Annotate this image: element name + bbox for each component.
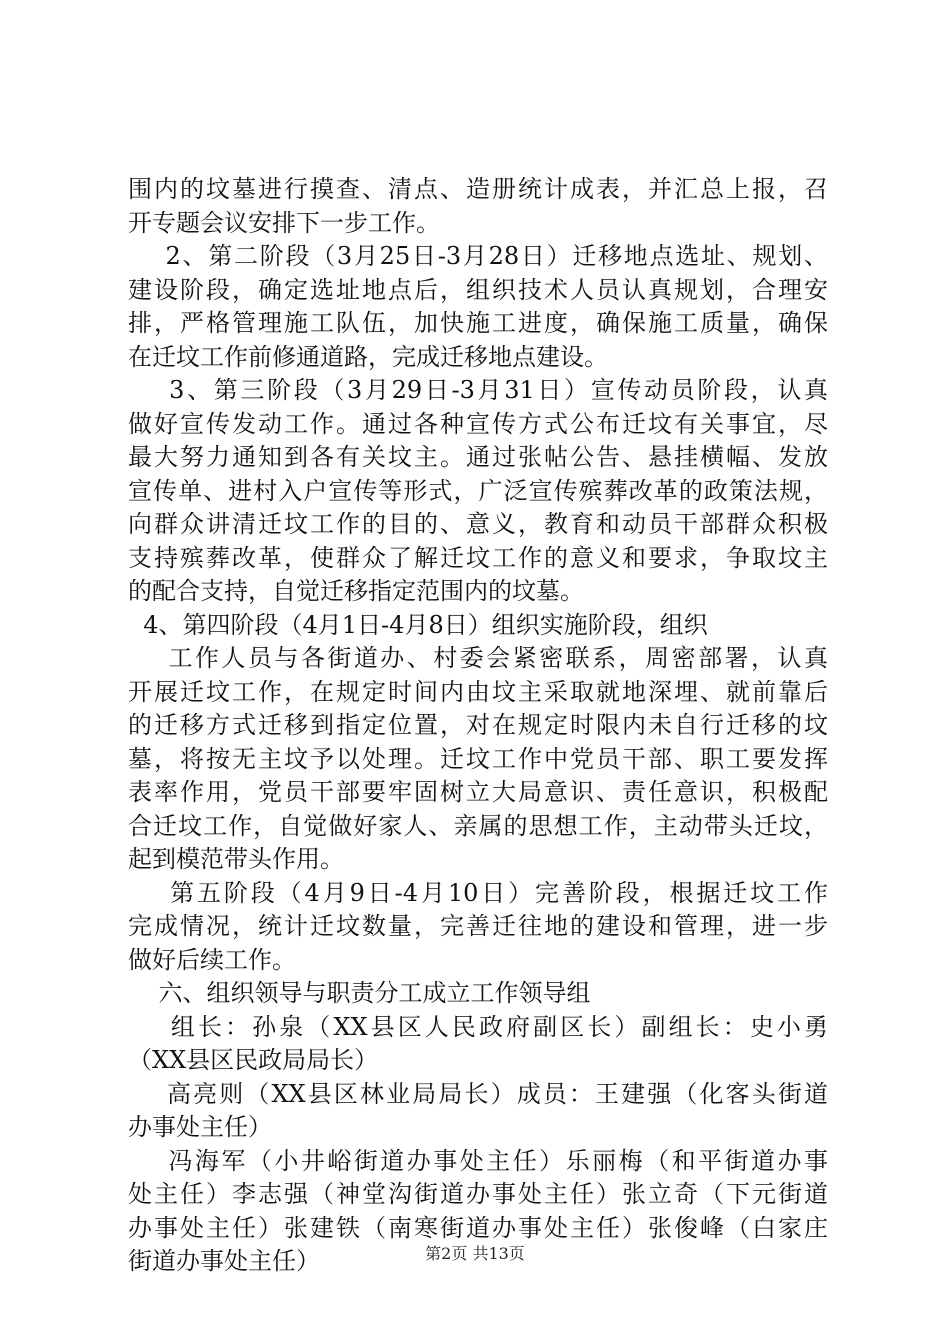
text-line: 建设阶段，确定选址地点后，组织技术人员认真规划，合理安: [128, 275, 828, 304]
text-line: 4、第四阶段（4月1日-4月8日）组织实施阶段，组织: [128, 610, 708, 639]
text-line: 工作人员与各街道办、村委会紧密联系，周密部署，认真: [128, 644, 828, 672]
text-line: 做好宣传发动工作。通过各种宣传方式公布迁坟有关事宜，尽: [128, 409, 828, 438]
text-line: 起到模范带头作用。: [128, 845, 344, 873]
section-heading: 六、组织领导与职责分工成立工作领导组: [128, 979, 591, 1007]
text-line: 办事处主任）: [128, 1113, 272, 1141]
text-line: 在迁坟工作前修通道路，完成迁移地点建设。: [128, 342, 608, 371]
text-line: 表率作用，党员干部要牢固树立大局意识、责任意识，积极配: [128, 778, 828, 806]
text-line: 处主任）李志强（神堂沟街道办事处主任）张立奇（下元街道: [128, 1180, 828, 1208]
text-line: 第五阶段（4月9日-4月10日）完善阶段，根据迁坟工作: [128, 878, 828, 907]
text-line: 宣传单、进村入户宣传等形式，广泛宣传殡葬改革的政策法规，: [128, 476, 828, 505]
text-line: 高亮则（XX县区林业局局长）成员：王建强（化客头街道: [128, 1079, 828, 1108]
text-line: 冯海军（小井峪街道办事处主任）乐丽梅（和平街道办事: [128, 1146, 828, 1175]
page-footer: 第2页 共13页: [425, 1244, 525, 1263]
text-line: 向群众讲清迁坟工作的目的、意义，教育和动员干部群众积极: [128, 510, 828, 538]
text-line: 墓，将按无主坟予以处理。迁坟工作中党员干部、职工要发挥: [128, 744, 828, 773]
text-line: 围内的坟墓进行摸查、清点、造册统计成表，并汇总上报，召: [128, 175, 828, 203]
text-line: 街道办事处主任）: [128, 1247, 320, 1275]
text-line: 的迁移方式迁移到指定位置，对在规定时限内未自行迁移的坟: [128, 711, 828, 739]
text-line: 开专题会议安排下一步工作。: [128, 208, 440, 237]
text-line: 3、第三阶段（3月29日-3月31日）宣传动员阶段，认真: [128, 376, 828, 404]
text-line: 的配合支持，自觉迁移指定范围内的坟墓。: [128, 577, 584, 605]
text-line: 合迁坟工作，自觉做好家人、亲属的思想工作，主动带头迁坟，: [128, 811, 828, 840]
text-line: 最大努力通知到各有关坟主。通过张帖公告、悬挂横幅、发放: [128, 443, 828, 471]
text-line: 开展迁坟工作，在规定时间内由坟主采取就地深埋、就前靠后: [128, 677, 828, 706]
text-line: （XX县区民政局局长）: [128, 1046, 379, 1074]
text-line: 办事处主任）张建铁（南寒街道办事处主任）张俊峰（白家庄: [128, 1213, 828, 1242]
text-line: 支持殡葬改革，使群众了解迁坟工作的意义和要求，争取坟主: [128, 543, 828, 572]
document-body: [128, 173, 828, 1279]
text-line: 2、第二阶段（3月25日-3月28日）迁移地点选址、规划、: [128, 242, 828, 270]
text-line: 做好后续工作。: [128, 945, 296, 974]
text-line: 组长：孙泉（XX县区人民政府副区长）副组长：史小勇: [128, 1012, 828, 1041]
text-line: 完成情况，统计迁坟数量，完善迁往地的建设和管理，进一步: [128, 912, 828, 940]
text-line: 排，严格管理施工队伍，加快施工进度，确保施工质量，确保: [128, 309, 828, 337]
